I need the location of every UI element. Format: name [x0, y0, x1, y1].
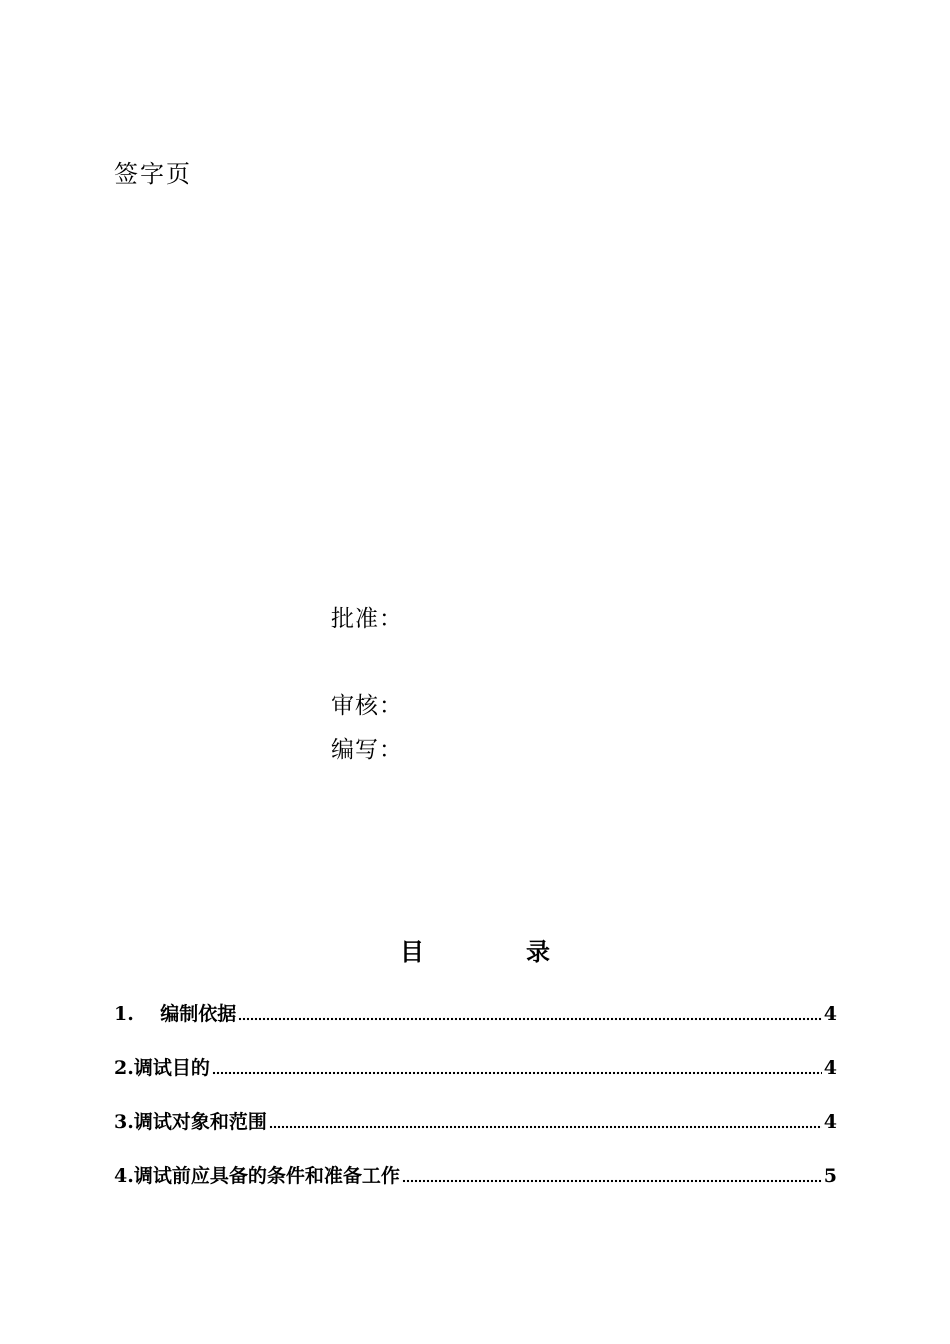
signature-page-title: 签字页 — [114, 160, 192, 188]
toc-entry-compilation-basis[interactable] — [114, 998, 837, 1024]
toc-entry-page: 4 — [823, 1003, 837, 1025]
toc-entry-debug-purpose[interactable] — [114, 1052, 837, 1078]
toc-entry-page: 4 — [823, 1111, 837, 1133]
toc-dot-leader — [238, 1002, 821, 1021]
toc-entry-page: 4 — [823, 1057, 837, 1079]
toc-entry-label: 编制依据 — [160, 1003, 237, 1025]
toc-entry-number: 1. — [114, 1003, 161, 1025]
toc-title-left: 目 — [400, 937, 424, 966]
toc-entry-number: 3. — [114, 1111, 134, 1133]
review-label: 审核： — [331, 693, 403, 719]
toc-title-right: 录 — [526, 937, 550, 966]
approve-label: 批准： — [331, 606, 403, 632]
toc-entry-preconditions[interactable] — [114, 1160, 837, 1186]
toc-dot-leader — [402, 1164, 822, 1183]
toc-entry-label: 调试前应具备的条件和准备工作 — [133, 1165, 400, 1187]
toc-dot-leader — [212, 1056, 822, 1075]
toc-entry-label: 调试对象和范围 — [133, 1111, 267, 1133]
toc-entry-debug-scope[interactable] — [114, 1106, 837, 1132]
toc-entry-number: 2. — [114, 1057, 134, 1079]
toc-entry-number: 4. — [114, 1165, 134, 1187]
toc-dot-leader — [269, 1110, 822, 1129]
toc-entry-label: 调试目的 — [133, 1057, 210, 1079]
toc-entry-page: 5 — [823, 1165, 837, 1187]
write-label: 编写： — [331, 737, 403, 763]
